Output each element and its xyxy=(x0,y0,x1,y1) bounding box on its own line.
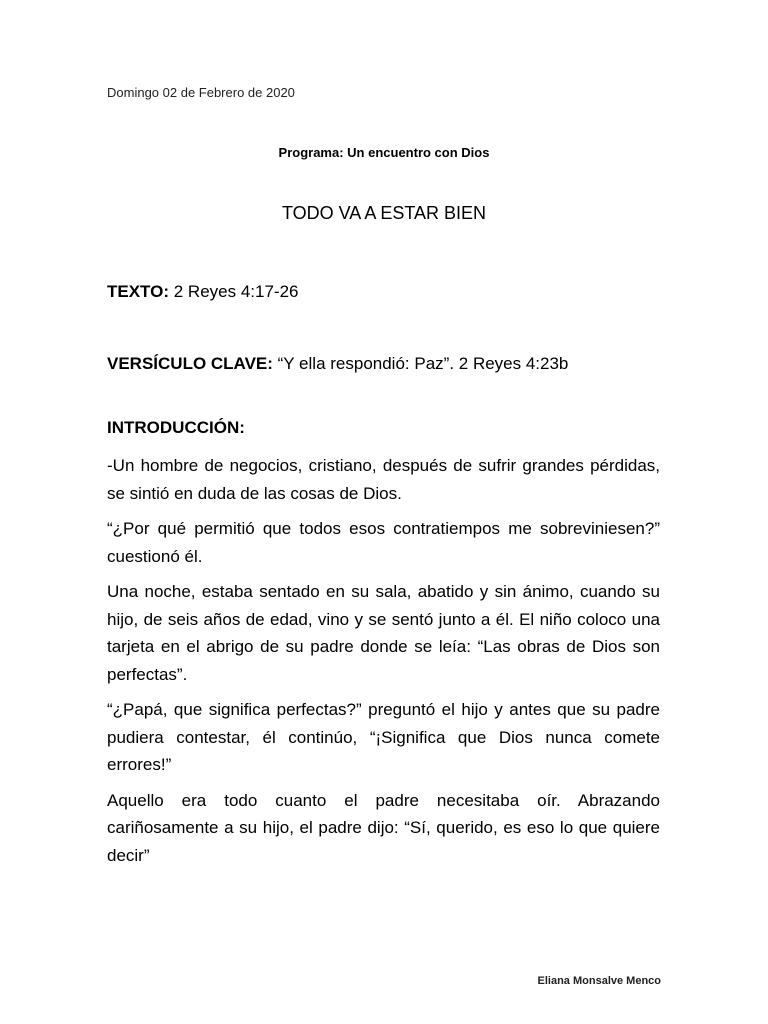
texto-label: TEXTO: xyxy=(107,282,170,301)
document-date: Domingo 02 de Febrero de 2020 xyxy=(107,85,295,100)
texto-line xyxy=(107,282,299,302)
paragraph: Aquello era todo cuanto el padre necesitaba oír. Abrazando cariñosamente a su hijo, el padre dijo: “Sí, querido, es eso lo que quiere decir” xyxy=(107,790,660,865)
paragraph: “¿Papá, que significa perfectas?” preguntó el hijo y antes que su padre pudiera contestar, él continúo, “¡Significa que Dios nunca comete errores!” xyxy=(107,700,660,774)
paragraph: Una noche, estaba sentado en su sala, abatido y sin ánimo, cuando su hijo, de seis años de edad, vino y se sentó junto a él. El niño coloco una tarjeta en el abrigo de su padre donde se leía: “Las obras de Dios son perfectas”. xyxy=(107,582,660,684)
versiculo-value: “Y ella respondió: Paz”. 2 Reyes 4:23b xyxy=(272,354,569,373)
author-footer: Eliana Monsalve Menco xyxy=(537,975,661,987)
versiculo-label: VERSÍCULO CLAVE: xyxy=(107,354,273,373)
versiculo-line xyxy=(107,354,568,374)
program-name: Programa: Un encuentro con Dios xyxy=(278,145,490,160)
paragraph: “¿Por qué permitió que todos esos contratiempos me sobreviniesen?” cuestionó él. xyxy=(107,519,660,566)
introduccion-heading: INTRODUCCIÓN: xyxy=(107,418,245,437)
paragraph: -Un hombre de negocios, cristiano, después de sufrir grandes pérdidas, se sintió en duda de las cosas de Dios. xyxy=(107,456,660,503)
introduccion-body xyxy=(107,452,660,877)
document-title: TODO VA A ESTAR BIEN xyxy=(281,203,487,223)
texto-value: 2 Reyes 4:17-26 xyxy=(169,282,299,301)
